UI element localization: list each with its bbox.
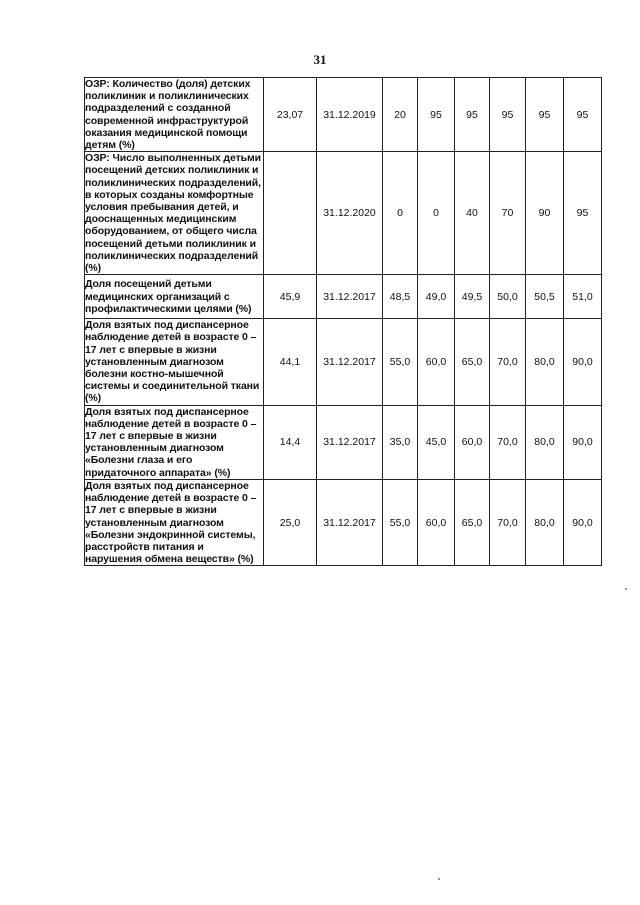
base-date: 31.12.2019: [317, 78, 383, 152]
base-date: 31.12.2017: [317, 319, 383, 405]
target-value: 90,0: [564, 479, 602, 565]
target-value: 55,0: [383, 319, 418, 405]
table-row: [85, 78, 602, 152]
target-value: 50,5: [526, 275, 564, 319]
indicator-description: Доля взятых под диспансерное наблюдение детей в возрасте 0 – 17 лет с впервые в жизни установленным диагнозом болезни костно-мышечной системы и соединительной ткани (%): [85, 319, 264, 405]
base-value: 25,0: [264, 479, 317, 565]
table-row: [85, 152, 602, 275]
indicator-description: ОЗР: Число выполненных детьми посещений детских поликлиник и поликлинических подразделений, в которых созданы комфортные условия пребывания детей, и дооснащенных медицинским оборудованием, от общего числа посещений детьми поликлиник и поликлинических подразделений (%): [85, 152, 264, 275]
base-value: [264, 152, 317, 275]
table-row: [85, 319, 602, 405]
indicators-table: [84, 77, 602, 566]
target-value: 51,0: [564, 275, 602, 319]
target-value: 20: [383, 78, 418, 152]
target-value: 48,5: [383, 275, 418, 319]
indicator-description: ОЗР: Количество (доля) детских поликлиник и поликлинических подразделений с созданной современной инфраструктурой оказания медицинской помощи детям (%): [85, 78, 264, 152]
target-value: 95: [526, 78, 564, 152]
indicator-description: Доля взятых под диспансерное наблюдение детей в возрасте 0 – 17 лет с впервые в жизни установленным диагнозом «Болезни глаза и его придаточного аппарата» (%): [85, 405, 264, 479]
base-value: 44,1: [264, 319, 317, 405]
target-value: 80,0: [526, 405, 564, 479]
target-value: 80,0: [526, 319, 564, 405]
page-number: 31: [313, 52, 327, 67]
base-date: 31.12.2017: [317, 405, 383, 479]
target-value: 55,0: [383, 479, 418, 565]
target-value: 60,0: [455, 405, 490, 479]
target-value: 35,0: [383, 405, 418, 479]
target-value: 49,5: [455, 275, 490, 319]
target-value: 90,0: [564, 405, 602, 479]
target-value: 0: [418, 152, 455, 275]
target-value: 40: [455, 152, 490, 275]
scan-speck: [625, 588, 627, 590]
base-value: 14,4: [264, 405, 317, 479]
base-value: 45,9: [264, 275, 317, 319]
target-value: 70: [490, 152, 526, 275]
target-value: 70,0: [490, 405, 526, 479]
target-value: 60,0: [418, 319, 455, 405]
target-value: 90,0: [564, 319, 602, 405]
target-value: 95: [418, 78, 455, 152]
target-value: 95: [455, 78, 490, 152]
target-value: 95: [564, 78, 602, 152]
target-value: 90: [526, 152, 564, 275]
base-date: 31.12.2020: [317, 152, 383, 275]
table-row: [85, 275, 602, 319]
table-row: [85, 479, 602, 565]
target-value: 95: [564, 152, 602, 275]
base-date: 31.12.2017: [317, 479, 383, 565]
indicator-description: Доля посещений детьми медицинских организаций с профилактическими целями (%): [85, 275, 264, 319]
target-value: 80,0: [526, 479, 564, 565]
target-value: 95: [490, 78, 526, 152]
base-date: 31.12.2017: [317, 275, 383, 319]
target-value: 70,0: [490, 479, 526, 565]
indicator-description: Доля взятых под диспансерное наблюдение детей в возрасте 0 – 17 лет с впервые в жизни установленным диагнозом «Болезни эндокринной системы, расстройств питания и нарушения обмена веществ» (%): [85, 479, 264, 565]
target-value: 60,0: [418, 479, 455, 565]
target-value: 45,0: [418, 405, 455, 479]
target-value: 50,0: [490, 275, 526, 319]
target-value: 0: [383, 152, 418, 275]
target-value: 49,0: [418, 275, 455, 319]
target-value: 65,0: [455, 479, 490, 565]
table-row: [85, 405, 602, 479]
target-value: 65,0: [455, 319, 490, 405]
scan-speck: [438, 878, 440, 880]
target-value: 70,0: [490, 319, 526, 405]
base-value: 23,07: [264, 78, 317, 152]
